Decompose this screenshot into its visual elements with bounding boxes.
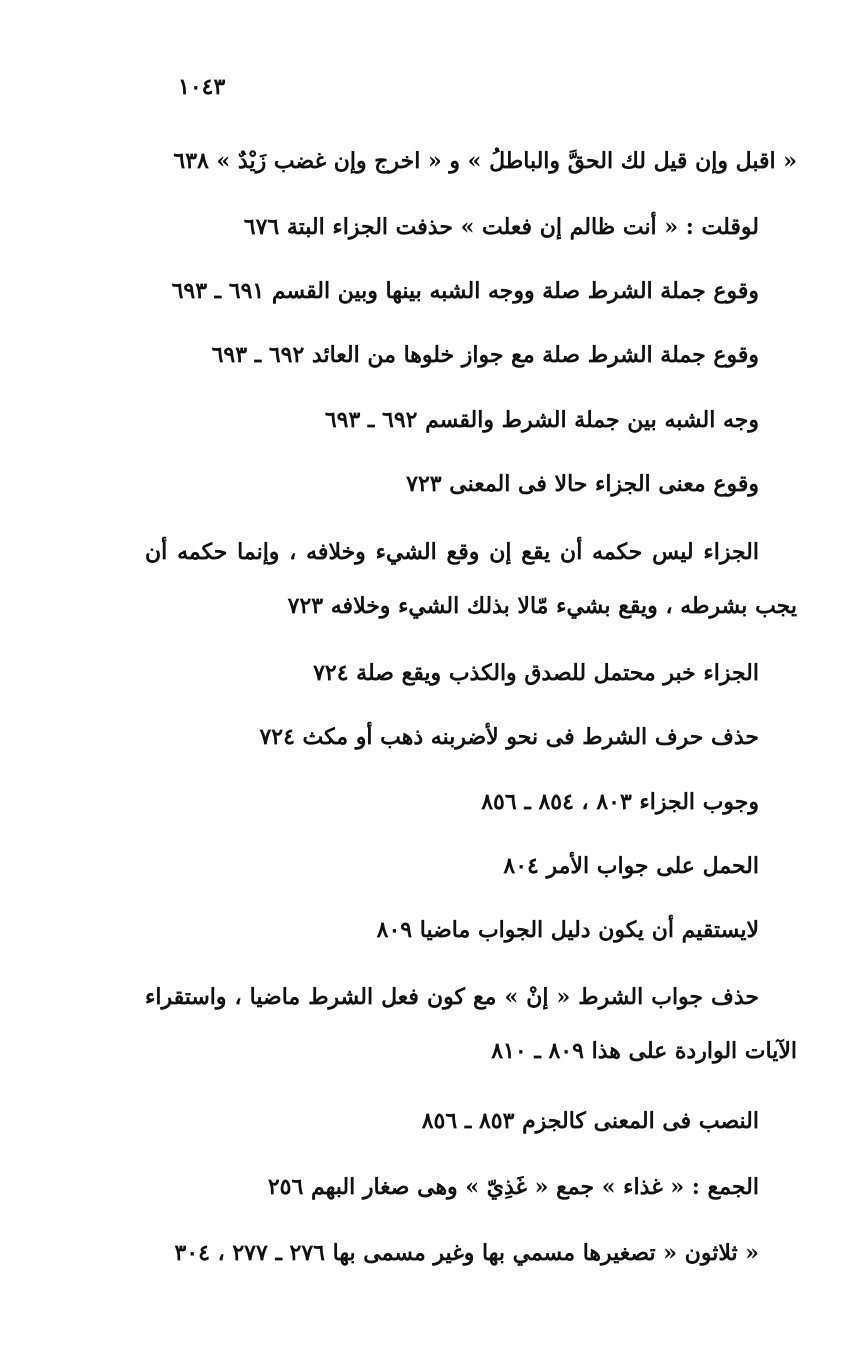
index-entry: « ثلاثون « تصغيرها مسمي بها وغير مسمى بها ٢٧٦ ـ ٢٧٧ ، ٣٠٤ bbox=[174, 1240, 759, 1266]
index-entry: وقوع جملة الشرط صلة مع جواز خلوها من العائد ٦٩٢ ـ ٦٩٣ bbox=[211, 342, 759, 368]
index-entry: الجمع : « غذاء » جمع « غَذِيّ » وهى صغار البهم ٢٥٦ bbox=[267, 1174, 759, 1200]
index-entry: لوقلت : « أنت ظالم إن فعلت » حذفت الجزاء البتة ٦٧٦ bbox=[243, 214, 759, 240]
index-entry: حذف جواب الشرط « إنْ » مع كون فعل الشرط ماضيا ، واستقراء الآيات الواردة على هذا ٨٠٩ ـ ٨١٠ bbox=[145, 984, 797, 1064]
index-entry: الجزاء خبر محتمل للصدق والكذب ويقع صلة ٧٢٤ bbox=[313, 660, 759, 686]
index-entry: وجوب الجزاء ٨٠٣ ، ٨٥٤ ـ ٨٥٦ bbox=[481, 789, 759, 815]
index-entry: وجه الشبه بين جملة الشرط والقسم ٦٩٢ ـ ٦٩٣ bbox=[324, 407, 759, 433]
page-number: ١٠٤٣ bbox=[178, 74, 226, 100]
index-entry: النصب فى المعنى كالجزم ٨٥٣ ـ ٨٥٦ bbox=[421, 1108, 759, 1134]
index-entry: الحمل على جواب الأمر ٨٠٤ bbox=[503, 853, 759, 879]
index-entry: حذف حرف الشرط فى نحو لأضربنه ذهب أو مكث ٧٢٤ bbox=[259, 724, 759, 750]
index-entry: الجزاء ليس حكمه أن يقع إن وقع الشيء وخلافه ، وإنما حكمه أن يجب بشرطه ، ويقع بشيء مّالا بذلك الشيء وخلافه ٧٢٣ bbox=[145, 539, 797, 619]
index-entry: وقوع جملة الشرط صلة ووجه الشبه بينها وبين القسم ٦٩١ ـ ٦٩٣ bbox=[171, 278, 759, 304]
index-entry: « اقبل وإن قيل لك الحقَّ والباطلُ » و « اخرج وإن غضب زَيْدٌ » ٦٣٨ bbox=[173, 148, 797, 174]
index-entry: وقوع معنى الجزاء حالا فى المعنى ٧٢٣ bbox=[406, 471, 759, 497]
index-entry: لايستقيم أن يكون دليل الجواب ماضيا ٨٠٩ bbox=[376, 917, 759, 943]
